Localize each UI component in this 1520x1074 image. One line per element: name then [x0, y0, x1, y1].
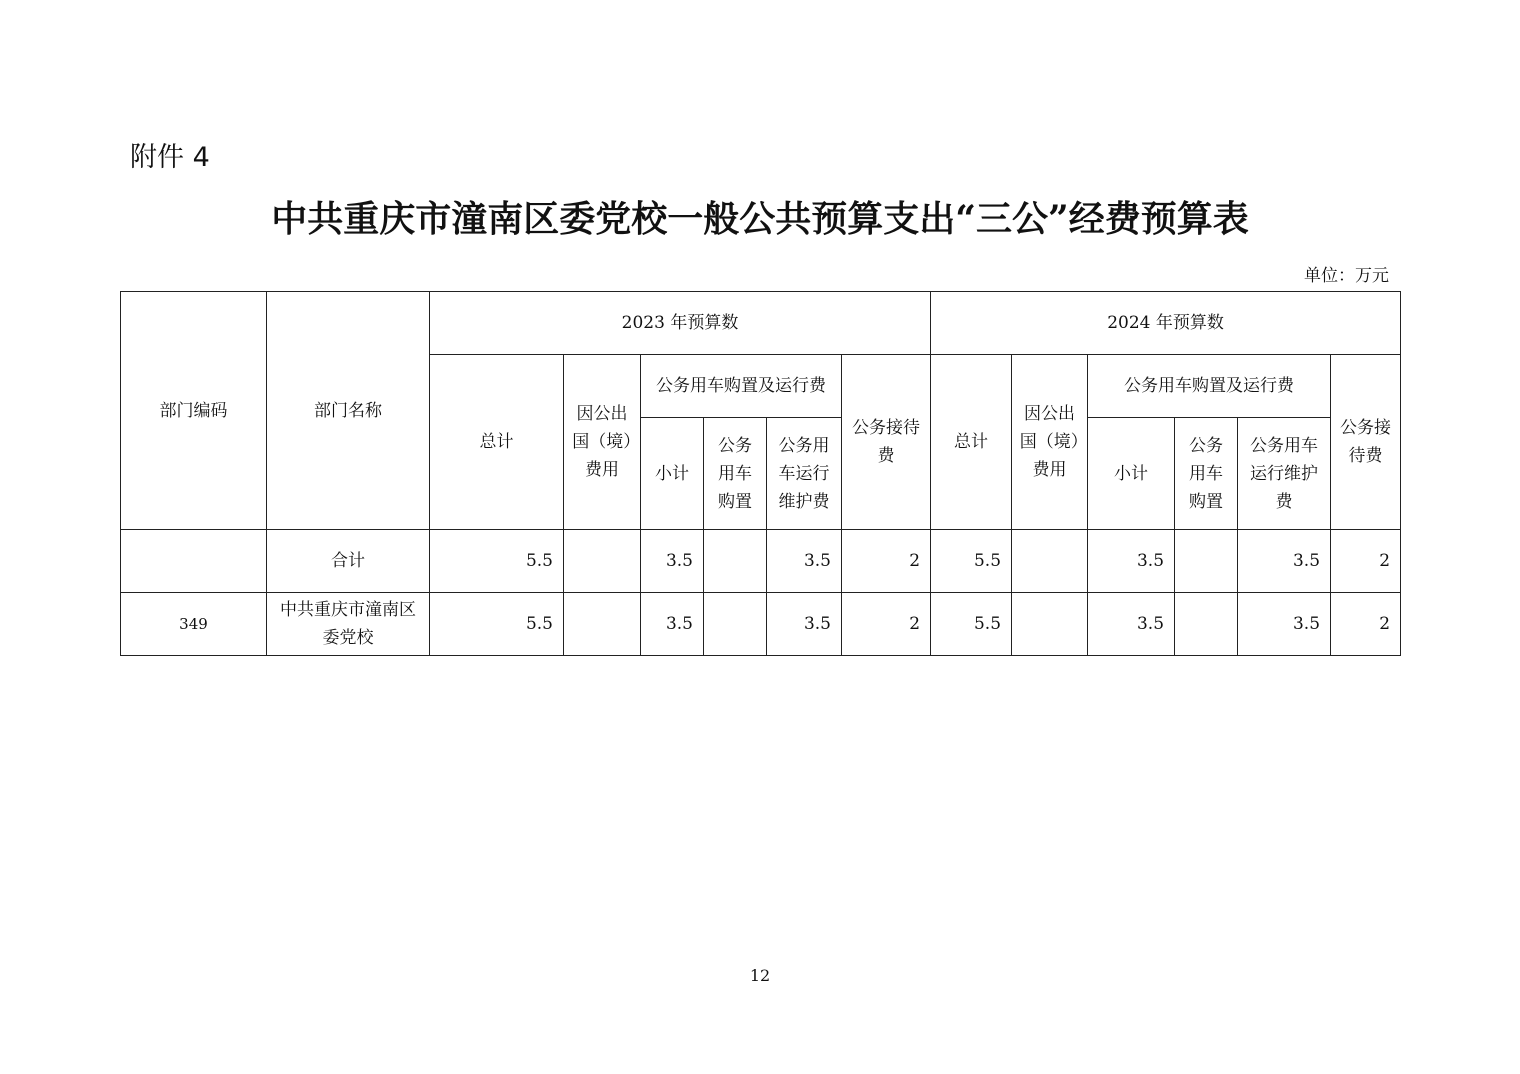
- page-number: 12: [749, 966, 771, 985]
- cell-purchase-2023: [704, 530, 767, 593]
- header-vehicle-purchase-2023: 公务用车购置: [704, 418, 767, 530]
- cell-dept-name: 合计: [267, 530, 430, 593]
- header-year-2024: 2024 年预算数: [931, 292, 1401, 355]
- cell-subtotal-2024: 3.5: [1088, 530, 1175, 593]
- header-vehicle-group-2023: 公务用车购置及运行费: [641, 355, 842, 418]
- cell-operation-2024: 3.5: [1238, 593, 1331, 656]
- header-vehicle-operation-2024: 公务用车运行维护费: [1238, 418, 1331, 530]
- cell-reception-2023: 2: [842, 593, 931, 656]
- cell-dept-code: [121, 530, 267, 593]
- cell-abroad-2023: [564, 593, 641, 656]
- cell-operation-2023: 3.5: [767, 530, 842, 593]
- cell-purchase-2024: [1175, 593, 1238, 656]
- cell-total-2024: 5.5: [931, 593, 1012, 656]
- table-row: [121, 530, 1401, 593]
- header-abroad-2023: 因公出国（境）费用: [564, 355, 641, 530]
- header-vehicle-operation-2023: 公务用车运行维护费: [767, 418, 842, 530]
- cell-abroad-2024: [1012, 530, 1088, 593]
- header-subtotal-2023: 小计: [641, 418, 704, 530]
- cell-dept-code: 349: [121, 593, 267, 656]
- cell-reception-2023: 2: [842, 530, 931, 593]
- header-year-2023: 2023 年预算数: [430, 292, 931, 355]
- cell-subtotal-2024: 3.5: [1088, 593, 1175, 656]
- header-vehicle-purchase-2024: 公务用车购置: [1175, 418, 1238, 530]
- cell-abroad-2023: [564, 530, 641, 593]
- cell-purchase-2024: [1175, 530, 1238, 593]
- cell-total-2023: 5.5: [430, 530, 564, 593]
- table-row: [121, 593, 1401, 656]
- cell-subtotal-2023: 3.5: [641, 530, 704, 593]
- header-reception-2023: 公务接待费: [842, 355, 931, 530]
- unit-label: 单位：万元: [1304, 266, 1389, 286]
- cell-operation-2023: 3.5: [767, 593, 842, 656]
- document-title: 中共重庆市潼南区委党校一般公共预算支出“三公”经费预算表: [271, 198, 1249, 240]
- header-vehicle-group-2024: 公务用车购置及运行费: [1088, 355, 1331, 418]
- header-total-2023: 总计: [430, 355, 564, 530]
- cell-total-2023: 5.5: [430, 593, 564, 656]
- header-subtotal-2024: 小计: [1088, 418, 1175, 530]
- cell-operation-2024: 3.5: [1238, 530, 1331, 593]
- cell-dept-name: 中共重庆市潼南区委党校: [267, 593, 430, 656]
- cell-total-2024: 5.5: [931, 530, 1012, 593]
- header-abroad-2024: 因公出国（境）费用: [1012, 355, 1088, 530]
- header-reception-2024: 公务接待费: [1331, 355, 1401, 530]
- header-dept-name: 部门名称: [267, 292, 430, 530]
- header-total-2024: 总计: [931, 355, 1012, 530]
- budget-table: [120, 291, 1401, 656]
- cell-purchase-2023: [704, 593, 767, 656]
- cell-abroad-2024: [1012, 593, 1088, 656]
- attachment-label: 附件 4: [130, 142, 210, 173]
- cell-reception-2024: 2: [1331, 593, 1401, 656]
- cell-reception-2024: 2: [1331, 530, 1401, 593]
- header-dept-code: 部门编码: [121, 292, 267, 530]
- cell-subtotal-2023: 3.5: [641, 593, 704, 656]
